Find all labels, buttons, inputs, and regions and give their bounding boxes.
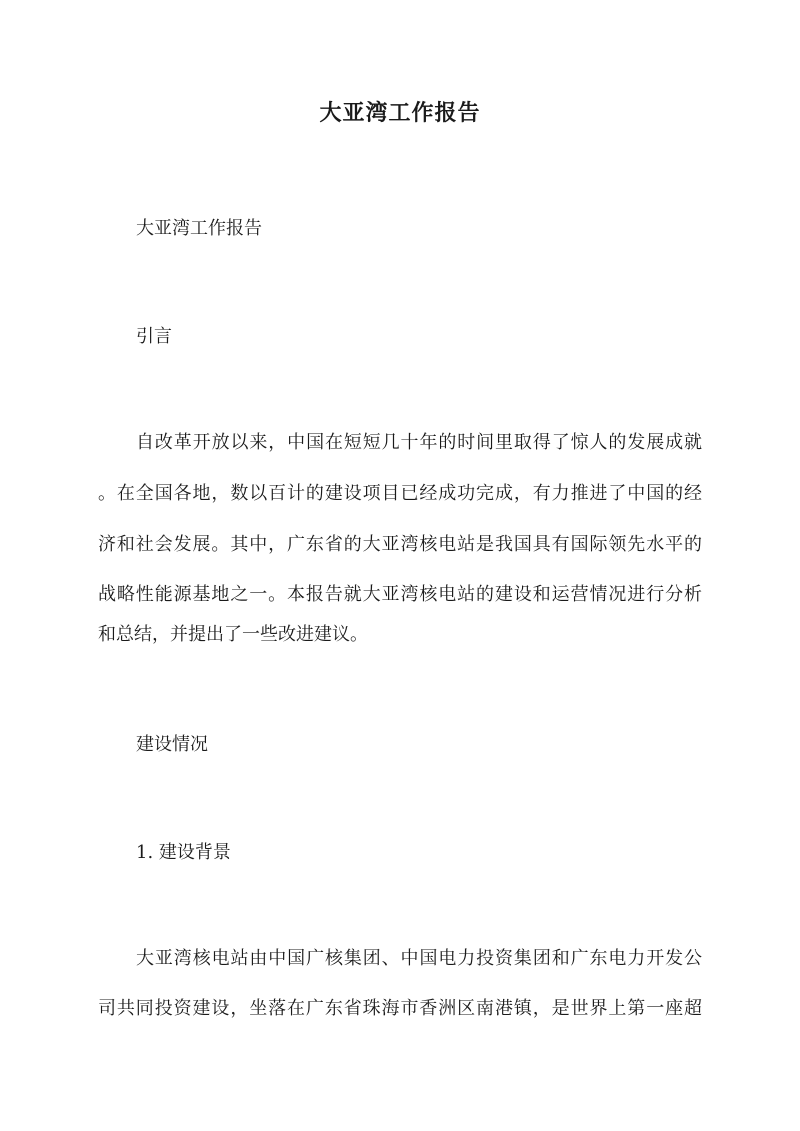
subheading-construction-background: 1. 建设背景 xyxy=(136,842,231,863)
document-title: 大亚湾工作报告 xyxy=(319,100,481,126)
document-subtitle: 大亚湾工作报告 xyxy=(136,218,262,239)
intro-line-5: 和总结，并提出了一些改进建议。 xyxy=(98,624,368,645)
intro-line-2: 。在全国各地，数以百计的建设项目已经成功完成，有力推进了中国的经 xyxy=(98,483,702,504)
background-line-1: 大亚湾核电站由中国广核集团、中国电力投资集团和广东电力开发公 xyxy=(136,948,702,969)
intro-line-3: 济和社会发展。其中，广东省的大亚湾核电站是我国具有国际领先水平的 xyxy=(98,534,702,555)
background-line-2: 司共同投资建设，坐落在广东省珠海市香洲区南港镇，是世界上第一座超 xyxy=(98,998,702,1019)
intro-line-4: 战略性能源基地之一。本报告就大亚湾核电站的建设和运营情况进行分析 xyxy=(98,584,702,605)
construction-heading: 建设情况 xyxy=(136,734,208,755)
intro-heading: 引言 xyxy=(136,326,172,347)
intro-line-1: 自改革开放以来，中国在短短几十年的时间里取得了惊人的发展成就 xyxy=(136,432,702,453)
